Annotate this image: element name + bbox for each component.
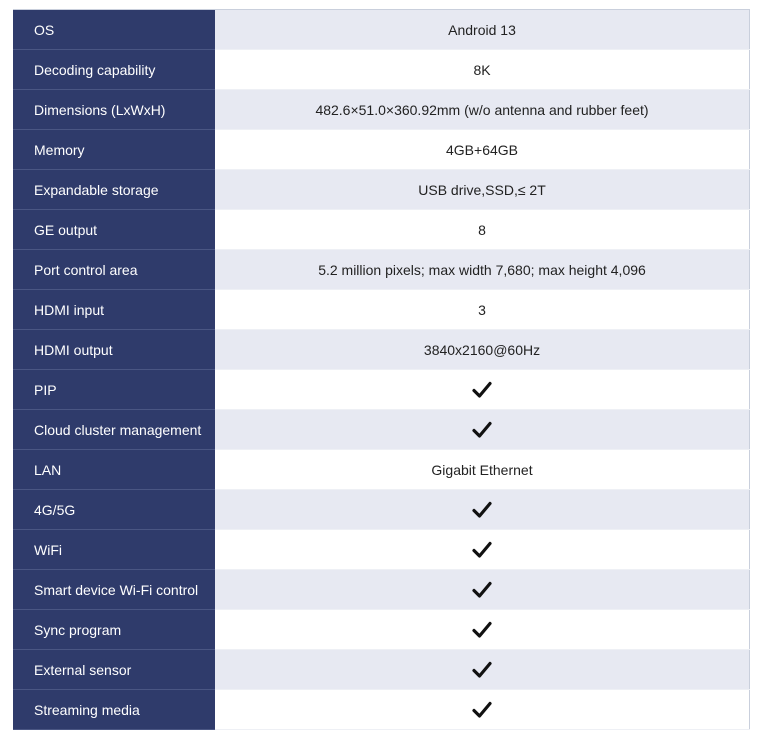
table-row xyxy=(13,690,750,730)
spec-label: HDMI output xyxy=(13,330,215,370)
table-row xyxy=(13,410,750,450)
spec-value-check xyxy=(215,490,750,530)
spec-label: Dimensions (LxWxH) xyxy=(13,90,215,130)
spec-value: 8K xyxy=(215,50,750,90)
spec-table xyxy=(13,9,750,730)
spec-value-check xyxy=(215,610,750,650)
table-row xyxy=(13,650,750,690)
spec-value: 8 xyxy=(215,210,750,250)
checkmark-icon xyxy=(472,421,492,439)
checkmark-icon xyxy=(472,701,492,719)
spec-label: Memory xyxy=(13,130,215,170)
checkmark-icon xyxy=(472,661,492,679)
spec-label: Expandable storage xyxy=(13,170,215,210)
spec-label: Streaming media xyxy=(13,690,215,730)
spec-value: USB drive,SSD,≤ 2T xyxy=(215,170,750,210)
spec-value-check xyxy=(215,570,750,610)
spec-value-check xyxy=(215,530,750,570)
spec-label: LAN xyxy=(13,450,215,490)
spec-value: 3 xyxy=(215,290,750,330)
spec-label: OS xyxy=(13,10,215,50)
spec-value-check xyxy=(215,410,750,450)
spec-value: 482.6×51.0×360.92mm (w/o antenna and rubber feet) xyxy=(215,90,750,130)
checkmark-icon xyxy=(472,621,492,639)
spec-label: Sync program xyxy=(13,610,215,650)
spec-label: HDMI input xyxy=(13,290,215,330)
spec-value: 4GB+64GB xyxy=(215,130,750,170)
checkmark-icon xyxy=(472,581,492,599)
table-row xyxy=(13,130,750,170)
table-row xyxy=(13,250,750,290)
spec-value-check xyxy=(215,370,750,410)
table-row xyxy=(13,330,750,370)
spec-label: GE output xyxy=(13,210,215,250)
spec-label: Port control area xyxy=(13,250,215,290)
spec-label: PIP xyxy=(13,370,215,410)
spec-label: WiFi xyxy=(13,530,215,570)
checkmark-icon xyxy=(472,501,492,519)
spec-value: 3840x2160@60Hz xyxy=(215,330,750,370)
table-row xyxy=(13,570,750,610)
spec-label: Cloud cluster management xyxy=(13,410,215,450)
spec-label: Smart device Wi-Fi control xyxy=(13,570,215,610)
table-row xyxy=(13,10,750,50)
spec-value: 5.2 million pixels; max width 7,680; max height 4,096 xyxy=(215,250,750,290)
table-row xyxy=(13,450,750,490)
spec-label: 4G/5G xyxy=(13,490,215,530)
checkmark-icon xyxy=(472,541,492,559)
table-row xyxy=(13,610,750,650)
table-row xyxy=(13,290,750,330)
spec-value-check xyxy=(215,650,750,690)
spec-value: Gigabit Ethernet xyxy=(215,450,750,490)
spec-label: Decoding capability xyxy=(13,50,215,90)
table-row xyxy=(13,490,750,530)
table-row xyxy=(13,370,750,410)
table-row xyxy=(13,50,750,90)
table-row xyxy=(13,90,750,130)
table-row xyxy=(13,210,750,250)
spec-value-check xyxy=(215,690,750,730)
spec-value: Android 13 xyxy=(215,10,750,50)
spec-label: External sensor xyxy=(13,650,215,690)
table-row xyxy=(13,170,750,210)
spec-table-body xyxy=(13,10,750,730)
table-row xyxy=(13,530,750,570)
checkmark-icon xyxy=(472,381,492,399)
